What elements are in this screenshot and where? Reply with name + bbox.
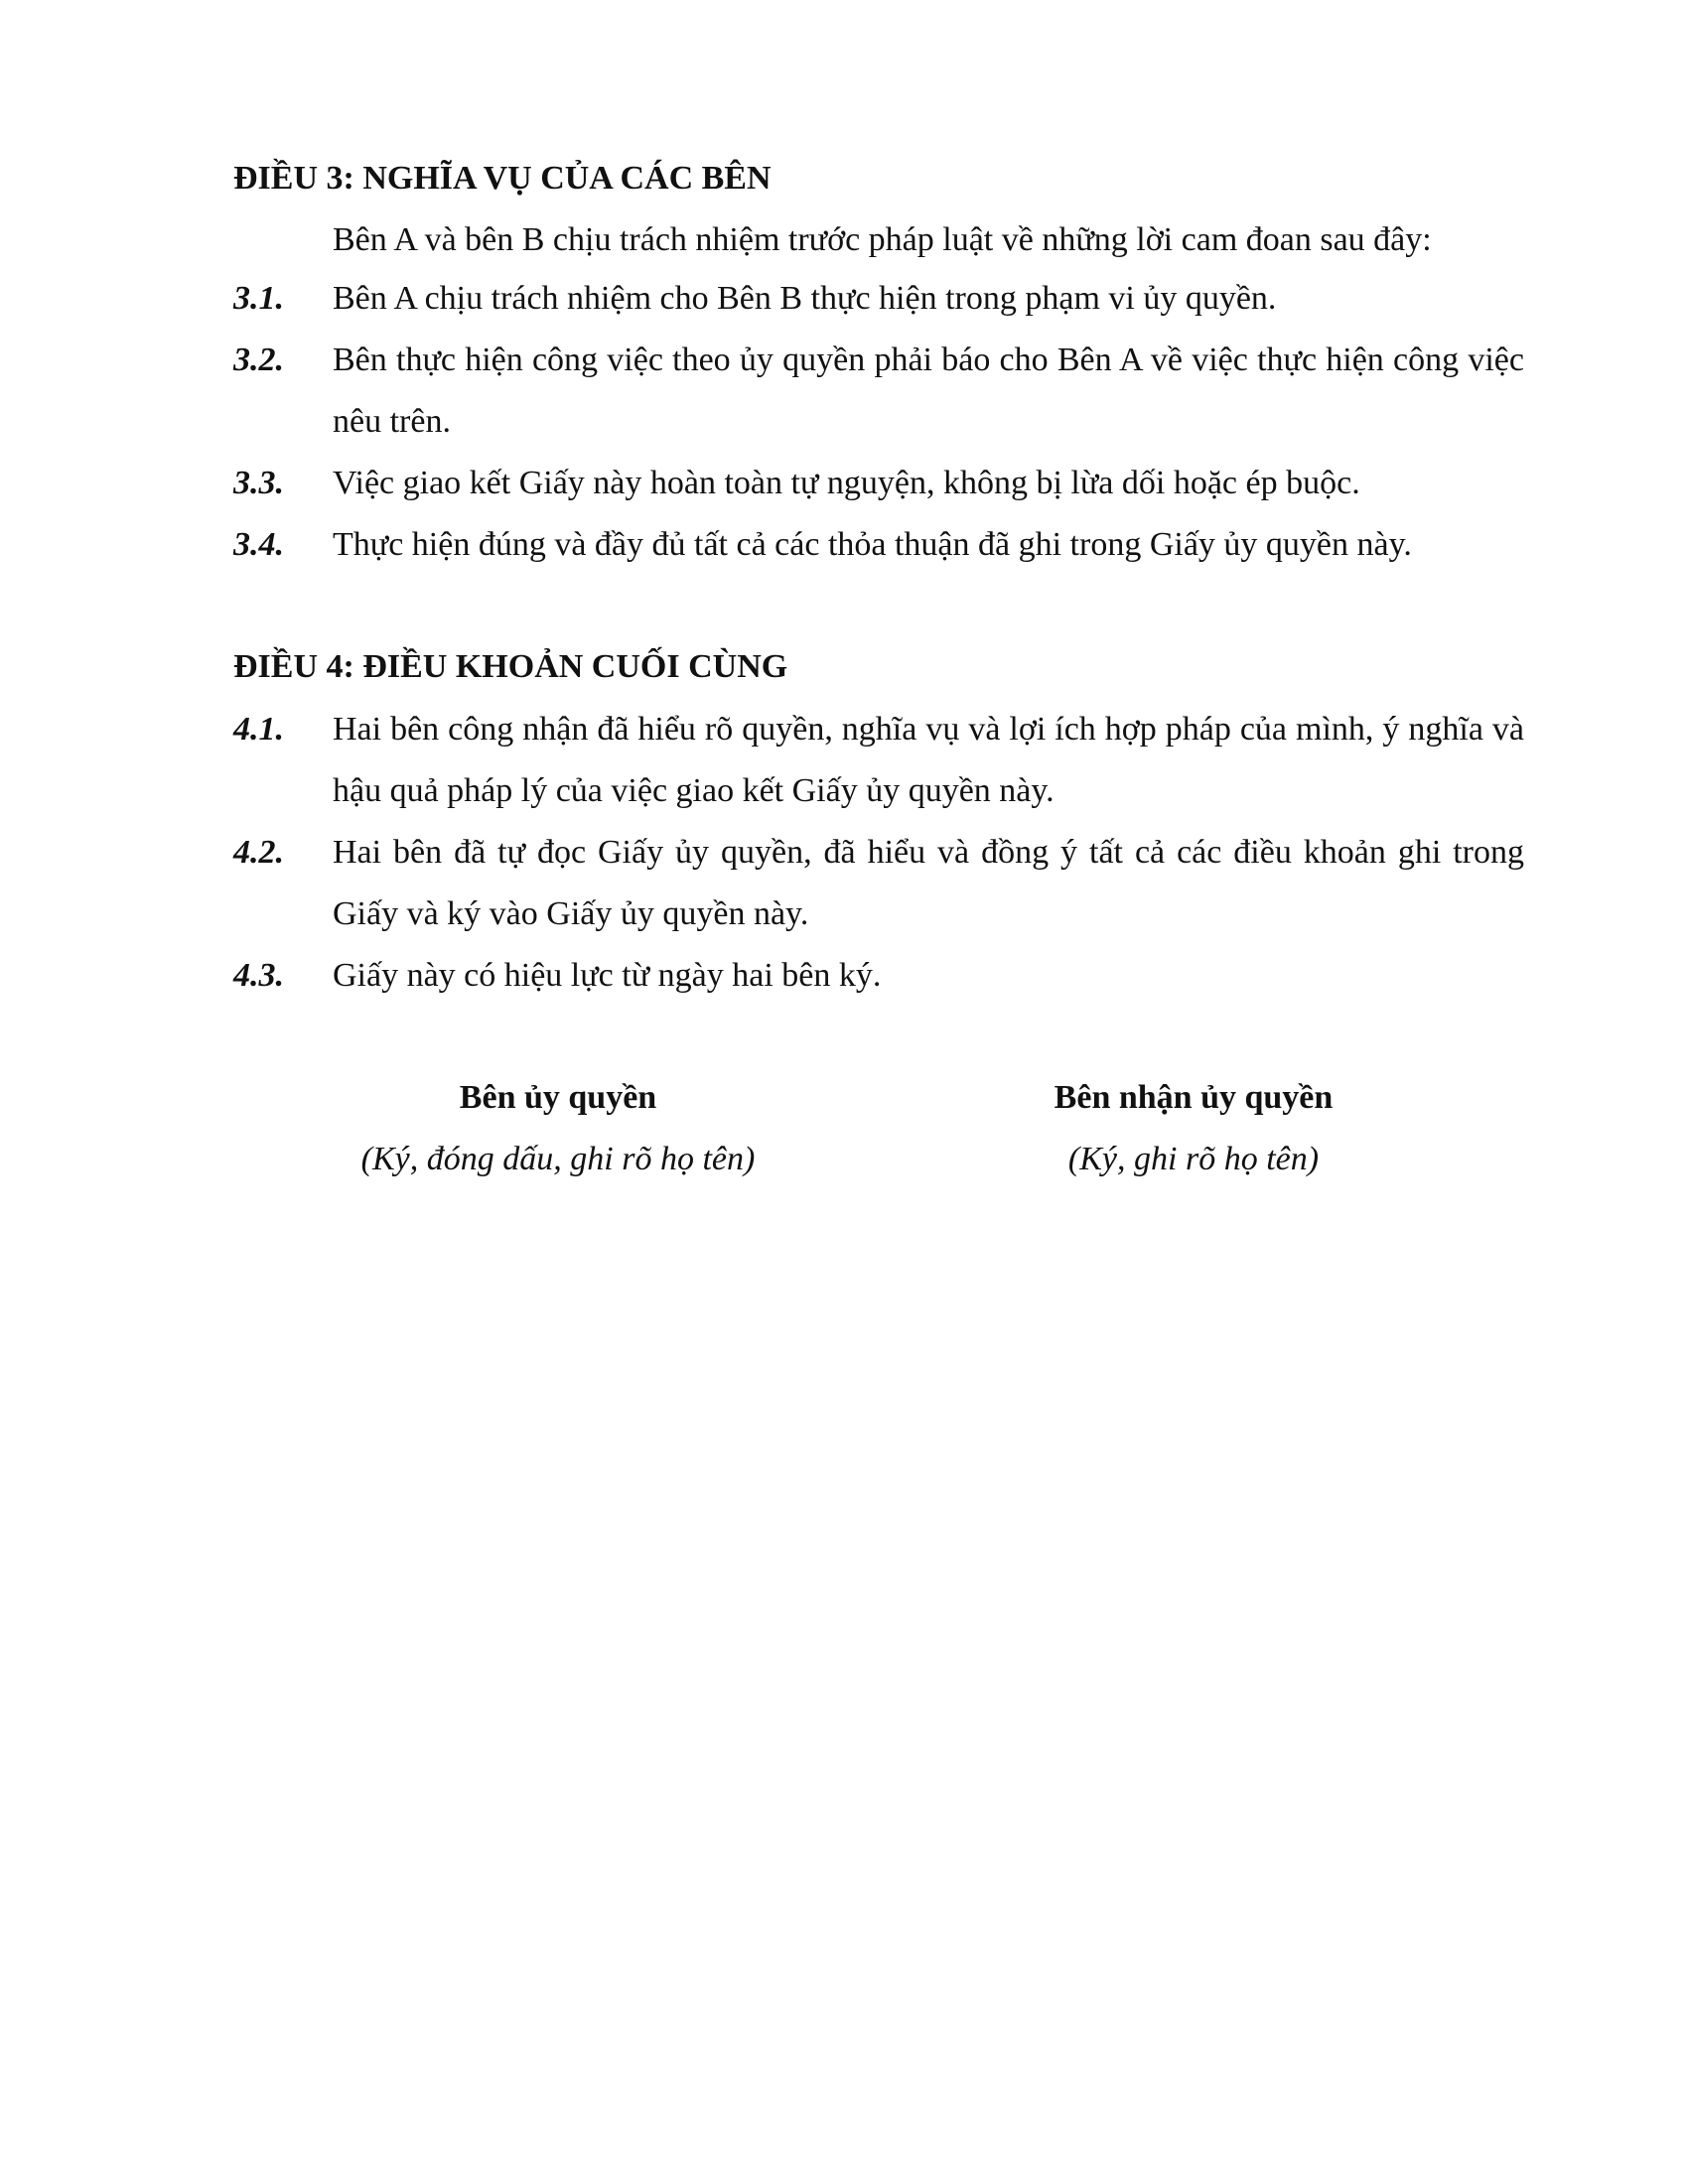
article-4-heading: ĐIỀU 4: ĐIỀU KHOẢN CUỐI CÙNG bbox=[233, 648, 788, 685]
clause-text: Bên thực hiện công việc theo ủy quyền phải báo cho Bên A về việc thực hiện công việc nêu trên. bbox=[333, 341, 1524, 440]
signature-note: (Ký, ghi rõ họ tên) bbox=[1067, 1141, 1320, 1177]
clause-text: Bên A chịu trách nhiệm cho Bên B thực hiện trong phạm vi ủy quyền. bbox=[333, 280, 1277, 317]
clause-4-2 bbox=[233, 822, 1524, 945]
clause-text: Việc giao kết Giấy này hoàn toàn tự nguyện, không bị lừa dối hoặc ép buộc. bbox=[333, 465, 1360, 501]
clause-number: 4.2. bbox=[233, 834, 284, 871]
clause-number: 3.1. bbox=[233, 280, 284, 317]
clause-text: Giấy này có hiệu lực từ ngày hai bên ký. bbox=[333, 957, 882, 994]
article-3-intro: Bên A và bên B chịu trách nhiệm trước pháp luật về những lời cam đoan sau đây: bbox=[333, 221, 1432, 258]
signature-role: Bên ủy quyền bbox=[459, 1079, 657, 1116]
clause-text: Hai bên đã tự đọc Giấy ủy quyền, đã hiểu và đồng ý tất cả các điều khoản ghi trong Giấy và ký vào Giấy ủy quyền này. bbox=[333, 834, 1524, 932]
signature-block-authorizer bbox=[260, 1078, 856, 1179]
clause-number: 4.1. bbox=[233, 711, 284, 748]
signature-role: Bên nhận ủy quyền bbox=[1054, 1079, 1334, 1116]
clause-3-2 bbox=[233, 330, 1524, 453]
clause-text: Hai bên công nhận đã hiểu rõ quyền, nghĩa vụ và lợi ích hợp pháp của mình, ý nghĩa và hậu quả pháp lý của việc giao kết Giấy ủy quyền này. bbox=[333, 711, 1524, 809]
article-3-heading: ĐIỀU 3: NGHĨA VỤ CỦA CÁC BÊN bbox=[233, 160, 772, 197]
signature-block-authorized bbox=[896, 1078, 1491, 1179]
clause-text: Thực hiện đúng và đầy đủ tất cả các thỏa thuận đã ghi trong Giấy ủy quyền này. bbox=[333, 526, 1412, 563]
clause-number: 3.2. bbox=[233, 341, 284, 378]
signature-note: (Ký, đóng dấu, ghi rõ họ tên) bbox=[360, 1141, 756, 1177]
clause-number: 3.4. bbox=[233, 526, 284, 563]
clause-4-1 bbox=[233, 699, 1524, 822]
clause-number: 3.3. bbox=[233, 465, 284, 501]
clause-4-3 bbox=[233, 945, 1524, 1007]
clause-3-1 bbox=[233, 268, 1524, 330]
clause-3-3 bbox=[233, 453, 1524, 514]
clause-number: 4.3. bbox=[233, 957, 284, 994]
clause-3-4 bbox=[233, 514, 1524, 576]
